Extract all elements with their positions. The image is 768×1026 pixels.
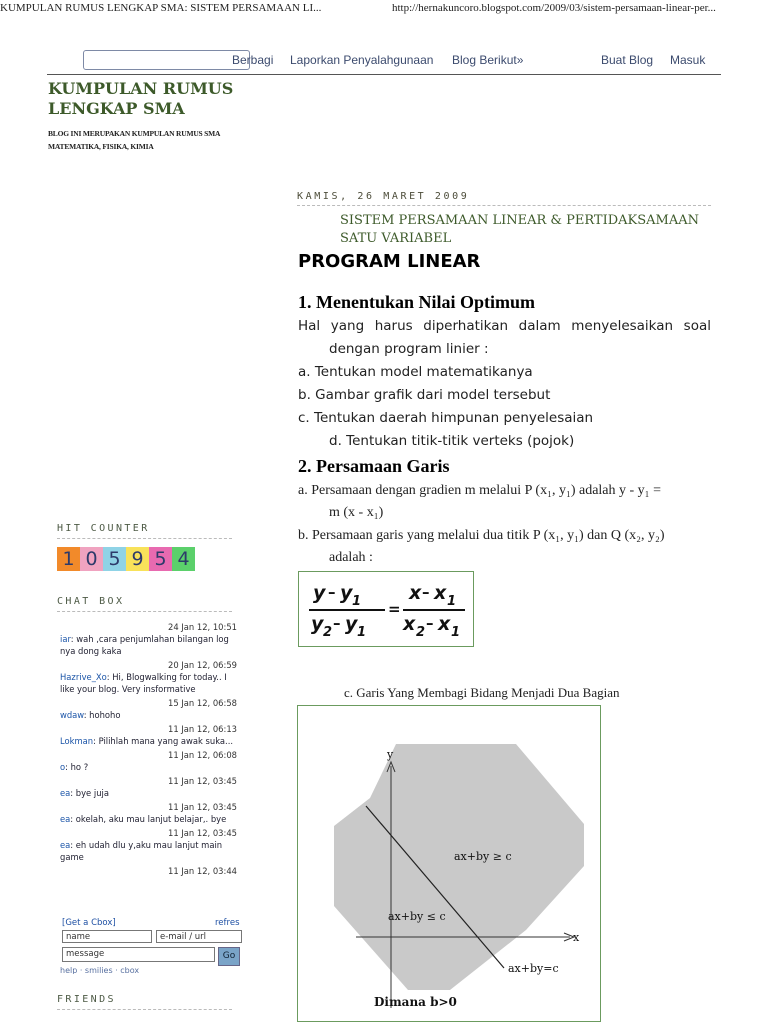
- svg-text:1: 1: [352, 594, 362, 609]
- chat-timestamp: 11 Jan 12, 06:13: [167, 724, 237, 734]
- half-plane-figure: [297, 705, 601, 1022]
- svg-text:–: –: [328, 583, 336, 601]
- step-b: b. Gambar grafik dari model tersebut: [298, 387, 551, 403]
- svg-text:1: 1: [447, 594, 457, 609]
- equation-b-line-1: b. Persamaan garis yang melalui dua titik P (x₁, y₁) dan Q (x₂, y₂): [298, 528, 665, 543]
- svg-text:2: 2: [323, 625, 333, 640]
- half-plane-diagram: [298, 706, 600, 1021]
- create-blog-link[interactable]: Buat Blog: [601, 53, 654, 67]
- chat-body: : bye juja: [70, 788, 109, 798]
- chat-timestamp: 11 Jan 12, 06:08: [167, 750, 237, 760]
- chat-author[interactable]: iar: [60, 634, 71, 644]
- message-field[interactable]: message: [62, 947, 215, 962]
- step-d: d. Tentukan titik-titik verteks (pojok): [329, 433, 575, 449]
- print-page-title: KUMPULAN RUMUS LENGKAP SMA: SISTEM PERSAMAAN LI...: [0, 2, 322, 14]
- svg-text:x: x: [434, 582, 447, 604]
- chat-timestamp: 11 Jan 12, 03:45: [167, 802, 237, 812]
- heading-persamaan-garis: 2. Persamaan Garis: [298, 456, 450, 476]
- chat-timestamp: 11 Jan 12, 03:45: [167, 776, 237, 786]
- svg-text:–: –: [333, 614, 341, 632]
- report-abuse-link[interactable]: Laporkan Penyalahgunaan: [290, 53, 434, 67]
- next-blog-link[interactable]: Blog Berikut»: [452, 53, 524, 67]
- chat-author[interactable]: o: [60, 762, 66, 772]
- svg-text:x: x: [438, 613, 451, 635]
- step-c: c. Tentukan daerah himpunan penyelesaian: [298, 410, 594, 426]
- chat-message: [57, 622, 241, 657]
- svg-text:1: 1: [357, 625, 367, 640]
- two-point-line-formula: [298, 571, 474, 647]
- sign-in-link[interactable]: Masuk: [670, 53, 706, 67]
- email-url-field[interactable]: e-mail / url: [156, 930, 242, 943]
- chat-body: : ho ?: [65, 762, 89, 772]
- formula-graphic: [299, 572, 473, 646]
- svg-text:2: 2: [416, 625, 426, 640]
- y-axis-label: y: [387, 748, 394, 761]
- chat-author[interactable]: Hazrive_Xo: [60, 672, 107, 682]
- chat-box-heading: CHAT BOX: [57, 596, 125, 607]
- search-input[interactable]: [83, 50, 250, 70]
- chat-author[interactable]: ea: [60, 840, 71, 850]
- equation-a-line-2: m (x - x₁): [329, 505, 384, 520]
- svg-text:x: x: [403, 613, 416, 635]
- hit-counter-heading: HIT COUNTER: [57, 523, 150, 534]
- share-link[interactable]: Berbagi: [232, 53, 274, 67]
- friends-heading: FRIENDS: [57, 994, 116, 1005]
- chat-message: [57, 828, 241, 863]
- chat-author[interactable]: ea: [60, 788, 71, 798]
- label-greater-equal: ax+by ≥ c: [454, 850, 512, 863]
- figure-note: Dimana b>0: [374, 995, 457, 1009]
- chat-text: [60, 709, 241, 721]
- intro-line-1: Hal yang harus diperhatikan dalam menyelesaikan soal: [298, 318, 711, 334]
- chat-body: : wah ,cara penjumlahan bilangan log nya dong kaka: [60, 634, 229, 656]
- hit-counter-digit: 0: [80, 547, 103, 571]
- step-a: a. Tentukan model matematikanya: [298, 364, 533, 380]
- navbar-divider: [47, 74, 721, 75]
- chat-body: : hohoho: [83, 710, 121, 720]
- divider: [57, 1009, 232, 1010]
- label-less-equal: ax+by ≤ c: [388, 910, 446, 923]
- equation-b-line-2: adalah :: [329, 550, 373, 565]
- svg-text:=: =: [388, 600, 401, 618]
- svg-text:x: x: [409, 582, 422, 604]
- equation-a-line-1: a. Persamaan dengan gradien m melalui P (x₁, y₁) adalah y - y₁ =: [298, 483, 661, 498]
- hit-counter-digit: 5: [149, 547, 172, 571]
- chat-message: [57, 724, 241, 747]
- hit-counter-digit: 4: [172, 547, 195, 571]
- chat-text: [60, 813, 241, 825]
- chat-timestamp: 20 Jan 12, 06:59: [167, 660, 237, 670]
- heading-nilai-optimum: 1. Menentukan Nilai Optimum: [298, 292, 536, 312]
- svg-text:y: y: [340, 582, 353, 604]
- hit-counter-digit: 9: [126, 547, 149, 571]
- x-axis-label: x: [573, 931, 580, 944]
- cbox-footer-links[interactable]: help · smilies · cbox: [60, 966, 140, 974]
- chat-message: [57, 776, 241, 799]
- print-header: [0, 0, 768, 18]
- chat-message-list: [57, 622, 241, 877]
- svg-text:y: y: [345, 613, 358, 635]
- hit-counter-digit: 1: [57, 547, 80, 571]
- divider: [57, 611, 232, 612]
- svg-text:y: y: [313, 582, 326, 604]
- label-equal: ax+by=c: [508, 962, 559, 975]
- chat-body: : Hi, Blogwalking for today.. I like your blog. Very insformative: [60, 672, 227, 694]
- get-cbox-link[interactable]: [Get a Cbox]: [62, 918, 116, 928]
- svg-text:–: –: [426, 614, 434, 632]
- intro-line-2: dengan program linier :: [329, 341, 489, 357]
- svg-text:y: y: [311, 613, 324, 635]
- chat-timestamp: 11 Jan 12, 03:45: [167, 828, 237, 838]
- post-date: KAMIS, 26 MARET 2009: [297, 191, 470, 202]
- chat-text: [60, 671, 241, 695]
- chat-message: [57, 802, 241, 825]
- chat-text: [60, 839, 241, 863]
- svg-text:–: –: [422, 583, 430, 601]
- shaded-region: [334, 744, 584, 990]
- chat-author[interactable]: wdaw: [60, 710, 84, 720]
- svg-text:1: 1: [451, 625, 461, 640]
- divider: [297, 205, 711, 206]
- go-button[interactable]: Go: [218, 947, 240, 966]
- blog-description: BLOG INI MERUPAKAN KUMPULAN RUMUS SMA MATEMATIKA, FISIKA, KIMIA: [48, 129, 220, 151]
- chat-message: [57, 698, 241, 721]
- hit-counter[interactable]: [57, 547, 195, 571]
- chat-message: [57, 750, 241, 773]
- chat-message: [57, 866, 241, 877]
- chat-body: : eh udah dlu y,aku mau lanjut main game: [60, 840, 223, 862]
- chat-author[interactable]: Lokman: [60, 736, 94, 746]
- chat-timestamp: 24 Jan 12, 10:51: [167, 622, 237, 632]
- print-page-url: http://hernakuncoro.blogspot.com/2009/03/sistem-persamaan-linear-per...: [392, 2, 716, 14]
- post-title[interactable]: SISTEM PERSAMAAN LINEAR & PERTIDAKSAMAAN SATU VARIABEL: [340, 213, 699, 246]
- chat-text: [60, 787, 241, 799]
- section-title: PROGRAM LINEAR: [298, 251, 481, 272]
- chat-text: [60, 633, 241, 657]
- divider: [57, 538, 232, 539]
- blogger-navbar: [0, 44, 768, 76]
- blog-title[interactable]: KUMPULAN RUMUS LENGKAP SMA: [48, 79, 234, 118]
- chat-author[interactable]: ea: [60, 814, 71, 824]
- chat-message: [57, 660, 241, 695]
- chat-text: [60, 761, 241, 773]
- chat-body: : okelah, aku mau lanjut belajar,. bye: [70, 814, 227, 824]
- chat-text: [60, 735, 241, 747]
- chat-timestamp: 11 Jan 12, 03:44: [167, 866, 237, 876]
- refresh-link[interactable]: refres: [215, 918, 240, 928]
- chat-body: : Pilihlah mana yang awak suka...: [93, 736, 234, 746]
- hit-counter-digit: 5: [103, 547, 126, 571]
- name-field[interactable]: name: [62, 930, 152, 943]
- figure-caption: c. Garis Yang Membagi Bidang Menjadi Dua Bagian: [344, 685, 620, 700]
- chat-timestamp: 15 Jan 12, 06:58: [167, 698, 237, 708]
